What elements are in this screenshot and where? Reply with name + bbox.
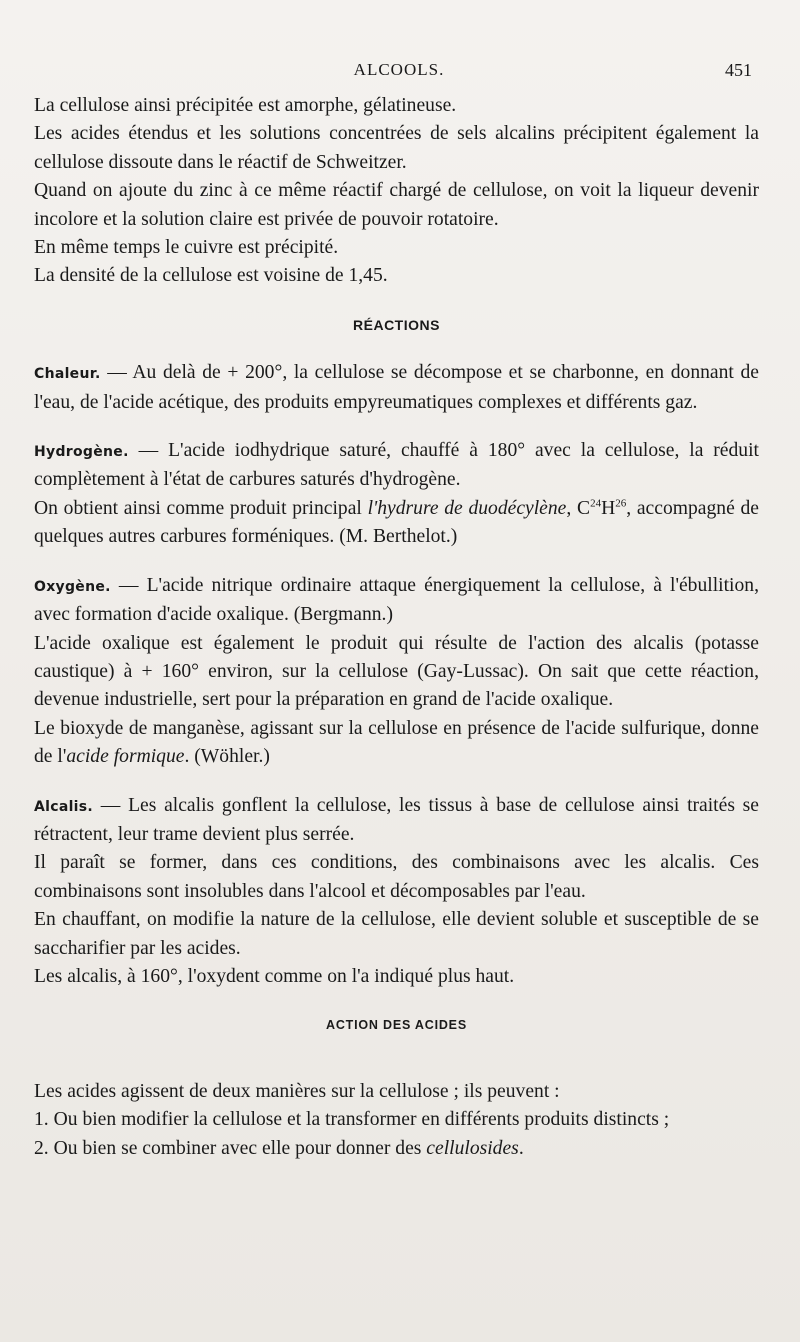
text-run: 2. Ou bien se combiner avec elle pour donner des bbox=[34, 1137, 427, 1159]
page-number: 451 bbox=[725, 60, 752, 80]
paragraph: L'acide oxalique est également le produit qui résulte de l'action des alcalis (potasse caustique) à + 160° environ, sur la cellulose (Gay-Lussac). On sait que cette réaction, devenue industrielle, sert pour la préparation en grand de l'acide oxalique. bbox=[34, 632, 759, 711]
paragraph: Les acides agissent de deux manières sur la cellulose ; ils peuvent : bbox=[34, 1080, 560, 1102]
lead-term: Hydrogène. bbox=[34, 444, 129, 461]
paragraph-hydrogene bbox=[34, 437, 759, 495]
list-item: 1. Ou bien modifier la cellulose et la transformer en différents produits distincts ; bbox=[34, 1109, 670, 1131]
italic-term: cellulosides bbox=[426, 1137, 519, 1159]
formula-superscript: 24 bbox=[590, 497, 602, 510]
paragraph: En chauffant, on modifie la nature de la cellulose, elle devient soluble et susceptible de se saccharifier par les acides. bbox=[34, 909, 759, 959]
text-run: . bbox=[518, 1137, 524, 1159]
list-item bbox=[34, 1135, 759, 1163]
section-heading-reactions: RÉACTIONS bbox=[353, 316, 440, 333]
formula-part: H bbox=[601, 497, 616, 519]
paragraph-text: — Les alcalis gonflent la cellulose, les tissus à base de cellulose ainsi traités se rétractent, leur trame devient plus serrée. bbox=[34, 794, 759, 845]
text-run: On obtient ainsi comme produit principal bbox=[34, 497, 368, 519]
paragraph: Les acides étendus et les solutions concentrées de sels alcalins précipitent également la cellulose dissoute dans le réactif de Schweitzer. bbox=[34, 123, 759, 173]
formula-superscript: 26 bbox=[615, 497, 627, 510]
page-body bbox=[34, 92, 759, 1163]
paragraph: Les alcalis, à 160°, l'oxydent comme on l'a indiqué plus haut. bbox=[34, 965, 515, 987]
paragraph bbox=[34, 495, 759, 552]
paragraph-oxygene bbox=[34, 572, 759, 630]
paragraph-chaleur bbox=[34, 359, 759, 417]
paragraph: La cellulose ainsi précipitée est amorphe, gélatineuse. bbox=[34, 95, 457, 116]
paragraph bbox=[34, 715, 759, 772]
lead-term: Chaleur. bbox=[34, 366, 101, 383]
page-header bbox=[34, 60, 764, 84]
paragraph: Quand on ajoute du zinc à ce même réactif chargé de cellulose, on voit la liqueur devenir incolore et la solution claire est privée de pouvoir rotatoire. bbox=[34, 180, 759, 230]
paragraph: La densité de la cellulose est voisine de 1,45. bbox=[34, 265, 388, 287]
text-run: , accompagné de quelques autres carbures forméniques. (M. Berthelot.) bbox=[34, 497, 759, 548]
lead-term: Alcalis. bbox=[34, 798, 94, 815]
paragraph-text: — Au delà de + 200°, la cellulose se décompose et se charbonne, en donnant de l'eau, de l'acide acétique, des produits empyreumatiques complexes et différents gaz. bbox=[34, 362, 759, 413]
section-heading-action-des-acides: ACTION DES ACIDES bbox=[326, 1018, 467, 1033]
lead-term: Oxygène. bbox=[34, 578, 111, 595]
paragraph: En même temps le cuivre est précipité. bbox=[34, 237, 339, 259]
italic-term: l'hydrure de duodécylène bbox=[367, 497, 567, 519]
paragraph-alcalis bbox=[34, 792, 759, 850]
formula-part: , C bbox=[566, 497, 591, 519]
paragraph-text: — L'acide iodhydrique saturé, chauffé à 180° avec la cellulose, la réduit complètement à l'état de carbures saturés d'hydrogène. bbox=[34, 440, 759, 491]
paragraph-text: — L'acide nitrique ordinaire attaque énergiquement la cellulose, à l'ébullition, avec formation d'acide oxalique. (Bergmann.) bbox=[34, 574, 759, 626]
italic-term: acide formique bbox=[66, 746, 185, 768]
running-title: ALCOOLS. bbox=[353, 60, 445, 79]
text-run: Le bioxyde de manganèse, agissant sur la cellulose en présence de l'acide sulfurique, donne de l' bbox=[34, 717, 759, 768]
text-run: . (Wöhler.) bbox=[184, 746, 270, 768]
paragraph: Il paraît se former, dans ces conditions, des combinaisons avec les alcalis. Ces combinaisons sont insolubles dans l'alcool et décomposables par l'eau. bbox=[34, 852, 759, 902]
